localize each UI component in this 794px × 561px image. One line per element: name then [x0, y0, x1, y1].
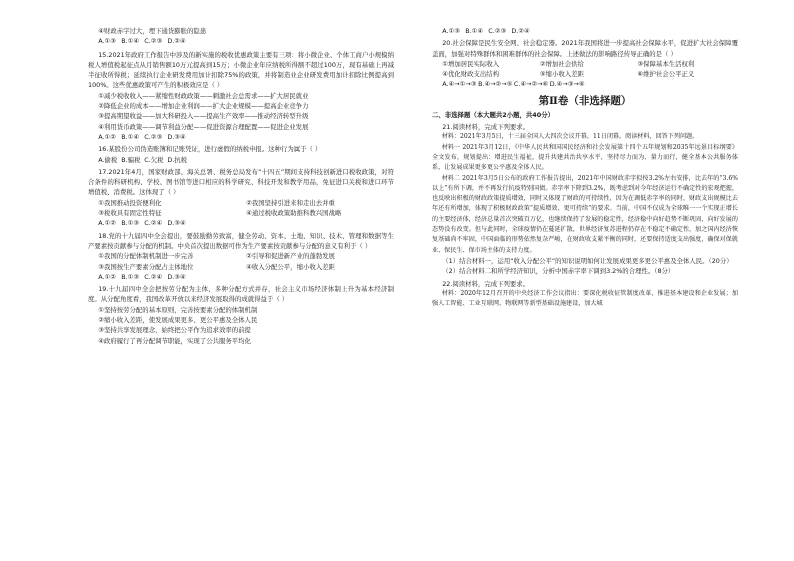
choice-d: D.③④ [167, 272, 186, 281]
choice-a: A.①③ [98, 37, 116, 46]
choice-b: B.①③ [121, 272, 140, 281]
option-grid [88, 251, 394, 272]
choice-c: C.④→②→⑥ [513, 80, 549, 89]
option-item: ②引导和促进新产业的蓬勃发展 [246, 252, 335, 261]
choice-d: D.抗税 [167, 155, 188, 164]
choice-b: B.①④ [121, 37, 140, 46]
choice-b: B.①④ [121, 132, 140, 141]
option-grid [88, 198, 394, 219]
question-16: 16.某股份公司伪造账簿和记账凭证，进行虚假的纳税申报。这种行为属于（ ） [98, 145, 322, 154]
option-item: ②缩小收入差距，使发展成果更多、更公平惠及全体人民 [98, 316, 258, 325]
choice-c: C.②④ [144, 272, 163, 281]
choice-a: A.①③ [442, 27, 460, 35]
choice-a: A.④→①→③ [442, 80, 477, 89]
material-text: 材料二 2021年3月5日公布的政府工作报告提出，2021年中国财政赤字拟按3.2%左右安排，比去年的“3.6%以上”有所下调，并不再发行抗疫特别国债。赤字率下降到3.2%，既考虑到对今年经济运行不确定性的宏观把握，也反映出积极的财政政策提质增效，同时又体现了财政的可持续性，因为在调低赤字率的同时，财政支出规模比去年还有所增加，体现了积极财政政策“提质增效、更可持续”的要求。当前，中国不仅成为全球唯一一个实现正增长的主要经济体，经济总量首次突破百万亿，也继续保持了发展的稳定性，经济稳中向好趋势不断巩固，向好发展的态势没有改变。但与此同时，全球疫情仍在蔓延扩散，世界经济复苏进程仍存在不稳定不确定性，加之国内经济恢复基础尚不牢固，中国面临的形势依然复杂严峻，在财政收支紧平衡的同时，还要保持适度支出强度，确保对保就业、保民生、保市场主体的支持力度。 [432, 174, 738, 254]
answer-choices [88, 272, 394, 282]
answer-choices [88, 218, 394, 228]
section-title: 第Ⅱ卷（非选择题） [538, 94, 632, 107]
option-item: ④利用货币政策——调节利益分配——促进资源合理配置——促进企业发展 [98, 122, 309, 131]
choice-a: A.①② [98, 219, 116, 228]
option-item: ③我国按生产要素分配占主体地位 [98, 262, 194, 271]
material-text: 材料：2020年12月召开的中央经济工作会议指出：要深化税收征管制度改革，推进基本建设和企业发展；加强人工智能、工业互联网、物联网等新型基础设施建设，加大城 [432, 289, 738, 308]
question-18: 18.党的十九届四中全会提出，要鼓励勤劳致富，健全劳动、资本、土地、知识、技术、管理和数据等生产要素按贡献参与分配的机制。中央首次提出数据可作为生产要素按贡献参与分配的意义有利于（ ） [88, 231, 394, 250]
choice-d: D.④→③→⑥ [549, 80, 585, 89]
choice-b: B.骗税 [121, 155, 141, 164]
option-item: ③提高期望收益——加大科研投入——提高生产效率——推动经济转型升级 [98, 112, 309, 121]
answer-choices [88, 36, 394, 46]
option-item: ③保障基本生活权利 [637, 59, 695, 68]
material-text: 材料一 2021年3月12日，《中华人民共和国国民经济和社会发展第十四个五年规划和2035年远景目标纲要》全文发布，规划提出：增进民生福祉，提升共建共治共享水平，坚持尽力而为、量力而行，健全基本公共服务体系，让发展成果更多更公平惠及全体人民。 [432, 143, 738, 172]
choice-c: C.②③ [488, 27, 507, 35]
option-item: ②我国坚持引进来和走出去并重 [246, 198, 335, 207]
section-subtitle: 二、非选择题（本大题共2小题，共40分） [432, 110, 554, 119]
answer-choices [88, 155, 394, 165]
choice-c: C.②③ [144, 132, 163, 141]
choice-a: A.偷税 [98, 155, 118, 164]
option-item: ①我国推动投资便利化 [98, 198, 162, 207]
choice-b: B.④→②→⑤ [478, 80, 513, 89]
option-item: ⑤缩小收入差距 [539, 70, 584, 79]
choice-d: D.③④ [167, 132, 186, 141]
question-17: 17.2021年4月，国家财政部、海关总署、税务总局发布“十四五”期间支持科技创新进口税收政策，对符合条件的科研机构、学校、图书馆等进口相应的科学研究、科技开发和教学用品，免征进口关税和进口环节增值税、消费税。这体现了（ ） [88, 167, 394, 197]
answer-choices [432, 79, 738, 89]
choice-b: B.①③ [121, 219, 140, 228]
question-15: 15.2021年政府工作报告中涉及的新实施的税收优惠政策主要有三项：将小微企业、个体工商户小规模纳税人增值税起征点从月销售额10万元提高到15万；小微企业年应纳税所得额不超过100万，现有基础上再减半征收所得税；延续执行企业研发费用加计扣除75%的政策，并将制造业企业研发费用加计扣除比例提高到100%。这些优惠政策可产生的积极效应是（ ） [88, 50, 394, 90]
question-19: 19.十九届四中全会把按劳分配为主体、多种分配方式并存，社会主义市场经济体制上升为基本经济制度。从分配角度看，我国改革开放以来经济发展取得的成就得益于（ ） [88, 285, 394, 304]
material-text: 材料：2021年3月5日，十三届全国人大四次会议开幕，11日闭幕。阅读材料，回答下列问题。 [441, 133, 699, 141]
option-item: ④通过税收政策助推科教兴国战略 [246, 209, 342, 218]
question-20: 20.社会保障是民生安全网、社会稳定器。2021年我国将进一步提高社会保障水平，促进扩大社会保障覆盖面，加强对特殊群体和困难群体的社会保障。上述做法的影响路径传导正确的是（ ） [432, 39, 738, 58]
choice-d: D.③④ [167, 219, 186, 228]
option-grid [432, 59, 738, 80]
question-22: 22.阅读材料，完成下列要求。 [442, 279, 530, 288]
option-item: ①坚持按劳分配的基本原则，完善按要素分配的体制机制 [98, 305, 258, 314]
choice-c: C.②③ [144, 37, 163, 46]
right-column [432, 0, 738, 561]
choice-a: A.①② [98, 132, 116, 141]
option-item: ④优化财政支出结构 [442, 70, 500, 79]
option-item: ②降低企业的成本——增加企业利润——扩大企业规模——提高企业竞争力 [98, 102, 309, 111]
choice-c: C.欠税 [144, 155, 164, 164]
answer-choices [88, 132, 394, 142]
choice-d: D.②④ [167, 37, 186, 46]
option-item: ③税收具有固定性特征 [98, 209, 162, 218]
left-column [88, 0, 394, 561]
option-item: ②增加社会供给 [539, 59, 584, 68]
answer-choices [432, 26, 738, 36]
question-21: 21.阅读材料，完成下列要求。 [442, 123, 530, 132]
option-item: ⑥维护社会公平正义 [637, 70, 695, 79]
requirement-1: （1）结合材料一，运用“收入分配公平”的知识说明如何让发展成果更多更公平惠及全体人民。（20分） [442, 256, 733, 265]
option-item: ①减少税收收入——紧缩性财政政策——刺激社会总需求——扩大居民就业 [98, 91, 309, 100]
choice-c: C.②④ [144, 219, 163, 228]
choice-a: A.①② [98, 272, 116, 281]
requirement-2: （2）结合材料二和所学经济知识，分析中国赤字率下调到3.2%的合理性。（8分） [442, 267, 675, 276]
option-item: ①增加居民实际收入 [442, 59, 500, 68]
option-item: ④财政赤字过大，埋下通货膨胀的隐患 [98, 27, 207, 35]
option-item: ③坚持共享发展理念，始终把公平作为追求效率的前提 [98, 326, 251, 335]
choice-d: D.②④ [511, 27, 530, 35]
option-item: ④政府履行了再分配调节职能，实现了公共服务平均化 [98, 336, 251, 345]
option-item: ①我国的分配体制机制进一步完善 [98, 252, 194, 261]
option-item: ④收入分配公平，缩小收入差距 [246, 262, 335, 271]
choice-b: B.①④ [465, 27, 484, 35]
